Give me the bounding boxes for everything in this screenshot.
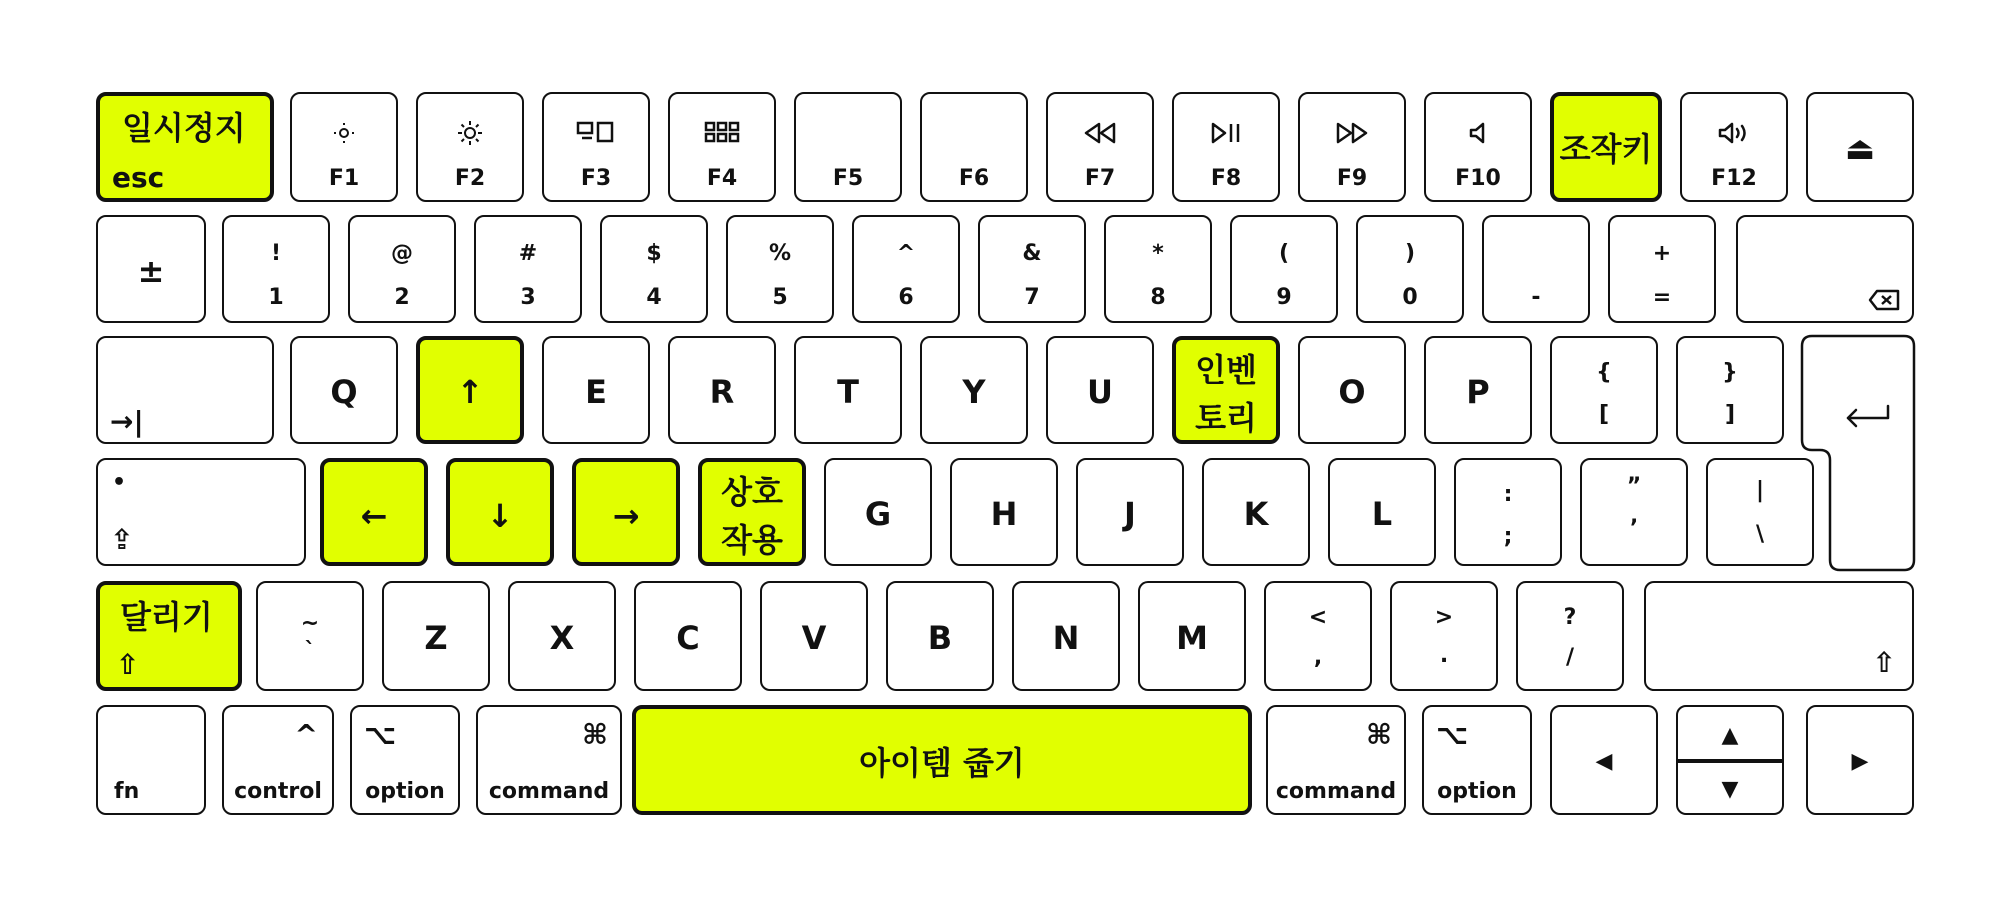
control-icon: ^	[294, 718, 318, 751]
key-period	[1390, 581, 1498, 691]
key-slash	[1516, 581, 1624, 691]
key-x-label: X	[549, 619, 575, 657]
key-0	[1356, 215, 1464, 323]
key-a-move-left	[320, 458, 428, 566]
key-f11-action: 조작키	[1559, 130, 1653, 168]
key-3-top: #	[518, 241, 538, 266]
key-arrow-down	[1676, 759, 1784, 815]
key-y-label: Y	[962, 373, 986, 411]
key-i-action-bottom: 토리	[1195, 399, 1257, 437]
key-h	[950, 458, 1058, 566]
key-slash-bottom: /	[1565, 645, 1575, 670]
key-f4-label: F4	[706, 166, 738, 191]
key-equal	[1608, 215, 1716, 323]
key-m	[1138, 581, 1246, 691]
key-backslash-top: |	[1755, 478, 1765, 503]
key-f8-label: F8	[1210, 166, 1242, 191]
key-semicolon	[1454, 458, 1562, 566]
key-lbracket	[1550, 336, 1658, 444]
key-f-interact	[698, 458, 806, 566]
key-5	[726, 215, 834, 323]
key-space-action: 아이템 줍기	[859, 744, 1025, 782]
key-fn-label: fn	[114, 779, 140, 804]
key-7-top: &	[1022, 241, 1042, 266]
key-f10-label: F10	[1455, 166, 1501, 191]
key-quote	[1580, 458, 1688, 566]
key-e-label: E	[585, 373, 607, 411]
key-esc	[96, 92, 274, 202]
arrow-down-icon: ↓	[486, 497, 514, 535]
key-n	[1012, 581, 1120, 691]
key-f10	[1424, 92, 1532, 202]
key-6-bottom: 6	[898, 285, 914, 310]
key-f-action-bottom: 작용	[721, 521, 783, 559]
key-lbracket-top: {	[1596, 360, 1612, 385]
key-f6	[920, 92, 1028, 202]
key-t	[794, 336, 902, 444]
rewind-icon	[1048, 122, 1152, 144]
key-q	[290, 336, 398, 444]
key-delete	[1736, 215, 1914, 323]
key-g	[824, 458, 932, 566]
key-f6-label: F6	[958, 166, 990, 191]
key-9-top: (	[1278, 241, 1290, 266]
key-t-label: T	[837, 373, 859, 411]
key-c	[634, 581, 742, 691]
key-return	[1800, 334, 1920, 574]
key-e	[542, 336, 650, 444]
key-quote-bottom: ’	[1629, 516, 1639, 541]
key-f9-label: F9	[1336, 166, 1368, 191]
key-j	[1076, 458, 1184, 566]
key-semicolon-top: :	[1503, 482, 1513, 507]
key-z	[382, 581, 490, 691]
key-rbracket-bottom: ]	[1724, 402, 1736, 427]
key-o	[1298, 336, 1406, 444]
key-plusminus	[96, 215, 206, 323]
key-4	[600, 215, 708, 323]
key-3	[474, 215, 582, 323]
key-slash-top: ?	[1563, 605, 1577, 630]
key-arrow-right	[1806, 705, 1914, 815]
key-j-label: J	[1124, 495, 1136, 533]
arrow-up-icon: ▲	[1721, 723, 1739, 748]
key-f3	[542, 92, 650, 202]
key-rbracket-top: }	[1722, 360, 1738, 385]
key-5-top: %	[768, 241, 792, 266]
key-q-label: Q	[330, 373, 358, 411]
key-grave-top: ~	[300, 611, 320, 636]
key-lbracket-bottom: [	[1598, 402, 1610, 427]
key-3-bottom: 3	[520, 285, 536, 310]
key-minus-bottom: -	[1531, 285, 1541, 310]
key-f2	[416, 92, 524, 202]
key-grave	[256, 581, 364, 691]
key-left-option	[350, 705, 460, 815]
key-comma-bottom: ,	[1313, 645, 1323, 670]
key-f5	[794, 92, 902, 202]
key-f7-label: F7	[1084, 166, 1116, 191]
caps-lock-icon: ⇪	[110, 523, 134, 556]
arrow-left-icon: ←	[360, 497, 388, 535]
key-4-top: $	[646, 241, 662, 266]
arrow-up-icon: ↑	[456, 373, 484, 411]
key-g-label: G	[864, 495, 892, 533]
key-l-label: L	[1371, 495, 1393, 533]
key-f1-label: F1	[328, 166, 360, 191]
key-r-label: R	[709, 373, 735, 411]
key-backslash	[1706, 458, 1814, 566]
key-x	[508, 581, 616, 691]
key-comma-top: <	[1308, 605, 1328, 630]
key-equal-bottom: =	[1652, 285, 1672, 310]
arrow-right-icon: →	[612, 497, 640, 535]
key-k-label: K	[1243, 495, 1269, 533]
key-m-label: M	[1176, 619, 1208, 657]
key-2	[348, 215, 456, 323]
launchpad-icon	[670, 121, 774, 143]
key-l	[1328, 458, 1436, 566]
key-1	[222, 215, 330, 323]
mission-control-icon	[544, 120, 648, 144]
eject-icon: ⏏	[1844, 129, 1876, 167]
key-9-bottom: 9	[1276, 285, 1292, 310]
key-8	[1104, 215, 1212, 323]
brightness-down-icon	[292, 122, 396, 144]
key-equal-top: +	[1652, 241, 1672, 266]
key-grave-bottom: `	[304, 639, 316, 664]
key-r	[668, 336, 776, 444]
key-0-bottom: 0	[1402, 285, 1418, 310]
key-comma	[1264, 581, 1372, 691]
option-icon: ⌥	[364, 718, 397, 751]
key-p-label: P	[1466, 373, 1490, 411]
key-minus	[1482, 215, 1590, 323]
key-space-pickup	[632, 705, 1252, 815]
key-u-label: U	[1087, 373, 1113, 411]
key-h-label: H	[990, 495, 1018, 533]
key-f12-label: F12	[1711, 166, 1757, 191]
key-left-command	[476, 705, 622, 815]
key-v-label: V	[801, 619, 827, 657]
key-i-action-top: 인벤	[1195, 351, 1257, 389]
arrow-down-icon: ▼	[1721, 777, 1739, 802]
option-icon: ⌥	[1436, 718, 1469, 751]
key-tab	[96, 336, 274, 444]
key-f11	[1550, 92, 1662, 202]
key-left-option-label: option	[365, 779, 445, 804]
key-quote-top: ”	[1626, 474, 1642, 499]
key-6-top: ^	[896, 241, 916, 266]
key-d-move-right	[572, 458, 680, 566]
key-left-shift-action: 달리기	[120, 598, 213, 636]
key-5-bottom: 5	[772, 285, 788, 310]
key-control	[222, 705, 334, 815]
key-f2-label: F2	[454, 166, 486, 191]
key-1-bottom: 1	[268, 285, 284, 310]
key-4-bottom: 4	[646, 285, 662, 310]
key-semicolon-bottom: ;	[1503, 524, 1513, 549]
key-arrow-left	[1550, 705, 1658, 815]
key-8-bottom: 8	[1150, 285, 1166, 310]
key-n-label: N	[1052, 619, 1080, 657]
key-arrow-up	[1676, 705, 1784, 763]
shift-icon: ⇧	[1872, 646, 1896, 679]
key-b	[886, 581, 994, 691]
key-f-action-top: 상호	[721, 473, 783, 511]
delete-icon	[1868, 289, 1900, 311]
command-icon: ⌘	[1366, 718, 1392, 751]
key-6	[852, 215, 960, 323]
key-f1	[290, 92, 398, 202]
key-f7	[1046, 92, 1154, 202]
key-b-label: B	[927, 619, 953, 657]
key-s-move-down	[446, 458, 554, 566]
key-esc-action: 일시정지	[122, 109, 246, 147]
key-f4	[668, 92, 776, 202]
key-left-shift-run	[96, 581, 242, 691]
caps-lock-indicator: •	[112, 470, 127, 495]
key-v	[760, 581, 868, 691]
volume-up-icon	[1682, 122, 1786, 144]
key-right-shift	[1644, 581, 1914, 691]
key-8-top: *	[1152, 241, 1164, 266]
key-0-top: )	[1404, 241, 1416, 266]
key-u	[1046, 336, 1154, 444]
key-c-label: C	[676, 619, 700, 657]
key-right-command	[1266, 705, 1406, 815]
key-w-move-up	[416, 336, 524, 444]
key-f3-label: F3	[580, 166, 612, 191]
key-period-top: >	[1434, 605, 1454, 630]
shift-icon: ⇧	[116, 648, 140, 681]
key-backslash-bottom: \	[1755, 522, 1765, 547]
brightness-up-icon	[418, 120, 522, 146]
play-pause-icon	[1174, 122, 1278, 144]
mute-icon	[1426, 122, 1530, 144]
key-p	[1424, 336, 1532, 444]
key-fn	[96, 705, 206, 815]
key-o-label: O	[1338, 373, 1366, 411]
key-7-bottom: 7	[1024, 285, 1040, 310]
key-f9	[1298, 92, 1406, 202]
key-2-bottom: 2	[394, 285, 410, 310]
key-f12	[1680, 92, 1788, 202]
key-left-command-label: command	[488, 779, 610, 804]
key-2-top: @	[391, 241, 413, 266]
key-7	[978, 215, 1086, 323]
command-icon: ⌘	[582, 718, 608, 751]
key-control-label: control	[234, 779, 322, 804]
key-right-option	[1422, 705, 1532, 815]
key-i-inventory	[1172, 336, 1280, 444]
key-period-bottom: .	[1439, 643, 1449, 668]
key-esc-label: esc	[112, 161, 165, 194]
arrow-left-icon: ◀	[1595, 749, 1613, 774]
arrow-right-icon: ▶	[1851, 749, 1869, 774]
key-f8	[1172, 92, 1280, 202]
key-right-command-label: command	[1275, 779, 1397, 804]
key-k	[1202, 458, 1310, 566]
key-z-label: Z	[424, 619, 448, 657]
key-right-option-label: option	[1437, 779, 1517, 804]
key-rbracket	[1676, 336, 1784, 444]
key-caps-lock	[96, 458, 306, 566]
key-plusminus-label: ±	[137, 252, 165, 290]
key-y	[920, 336, 1028, 444]
key-9	[1230, 215, 1338, 323]
key-1-top: !	[270, 241, 282, 266]
key-f5-label: F5	[832, 166, 864, 191]
fast-forward-icon	[1300, 122, 1404, 144]
key-eject	[1806, 92, 1914, 202]
tab-icon: →|	[110, 405, 144, 438]
